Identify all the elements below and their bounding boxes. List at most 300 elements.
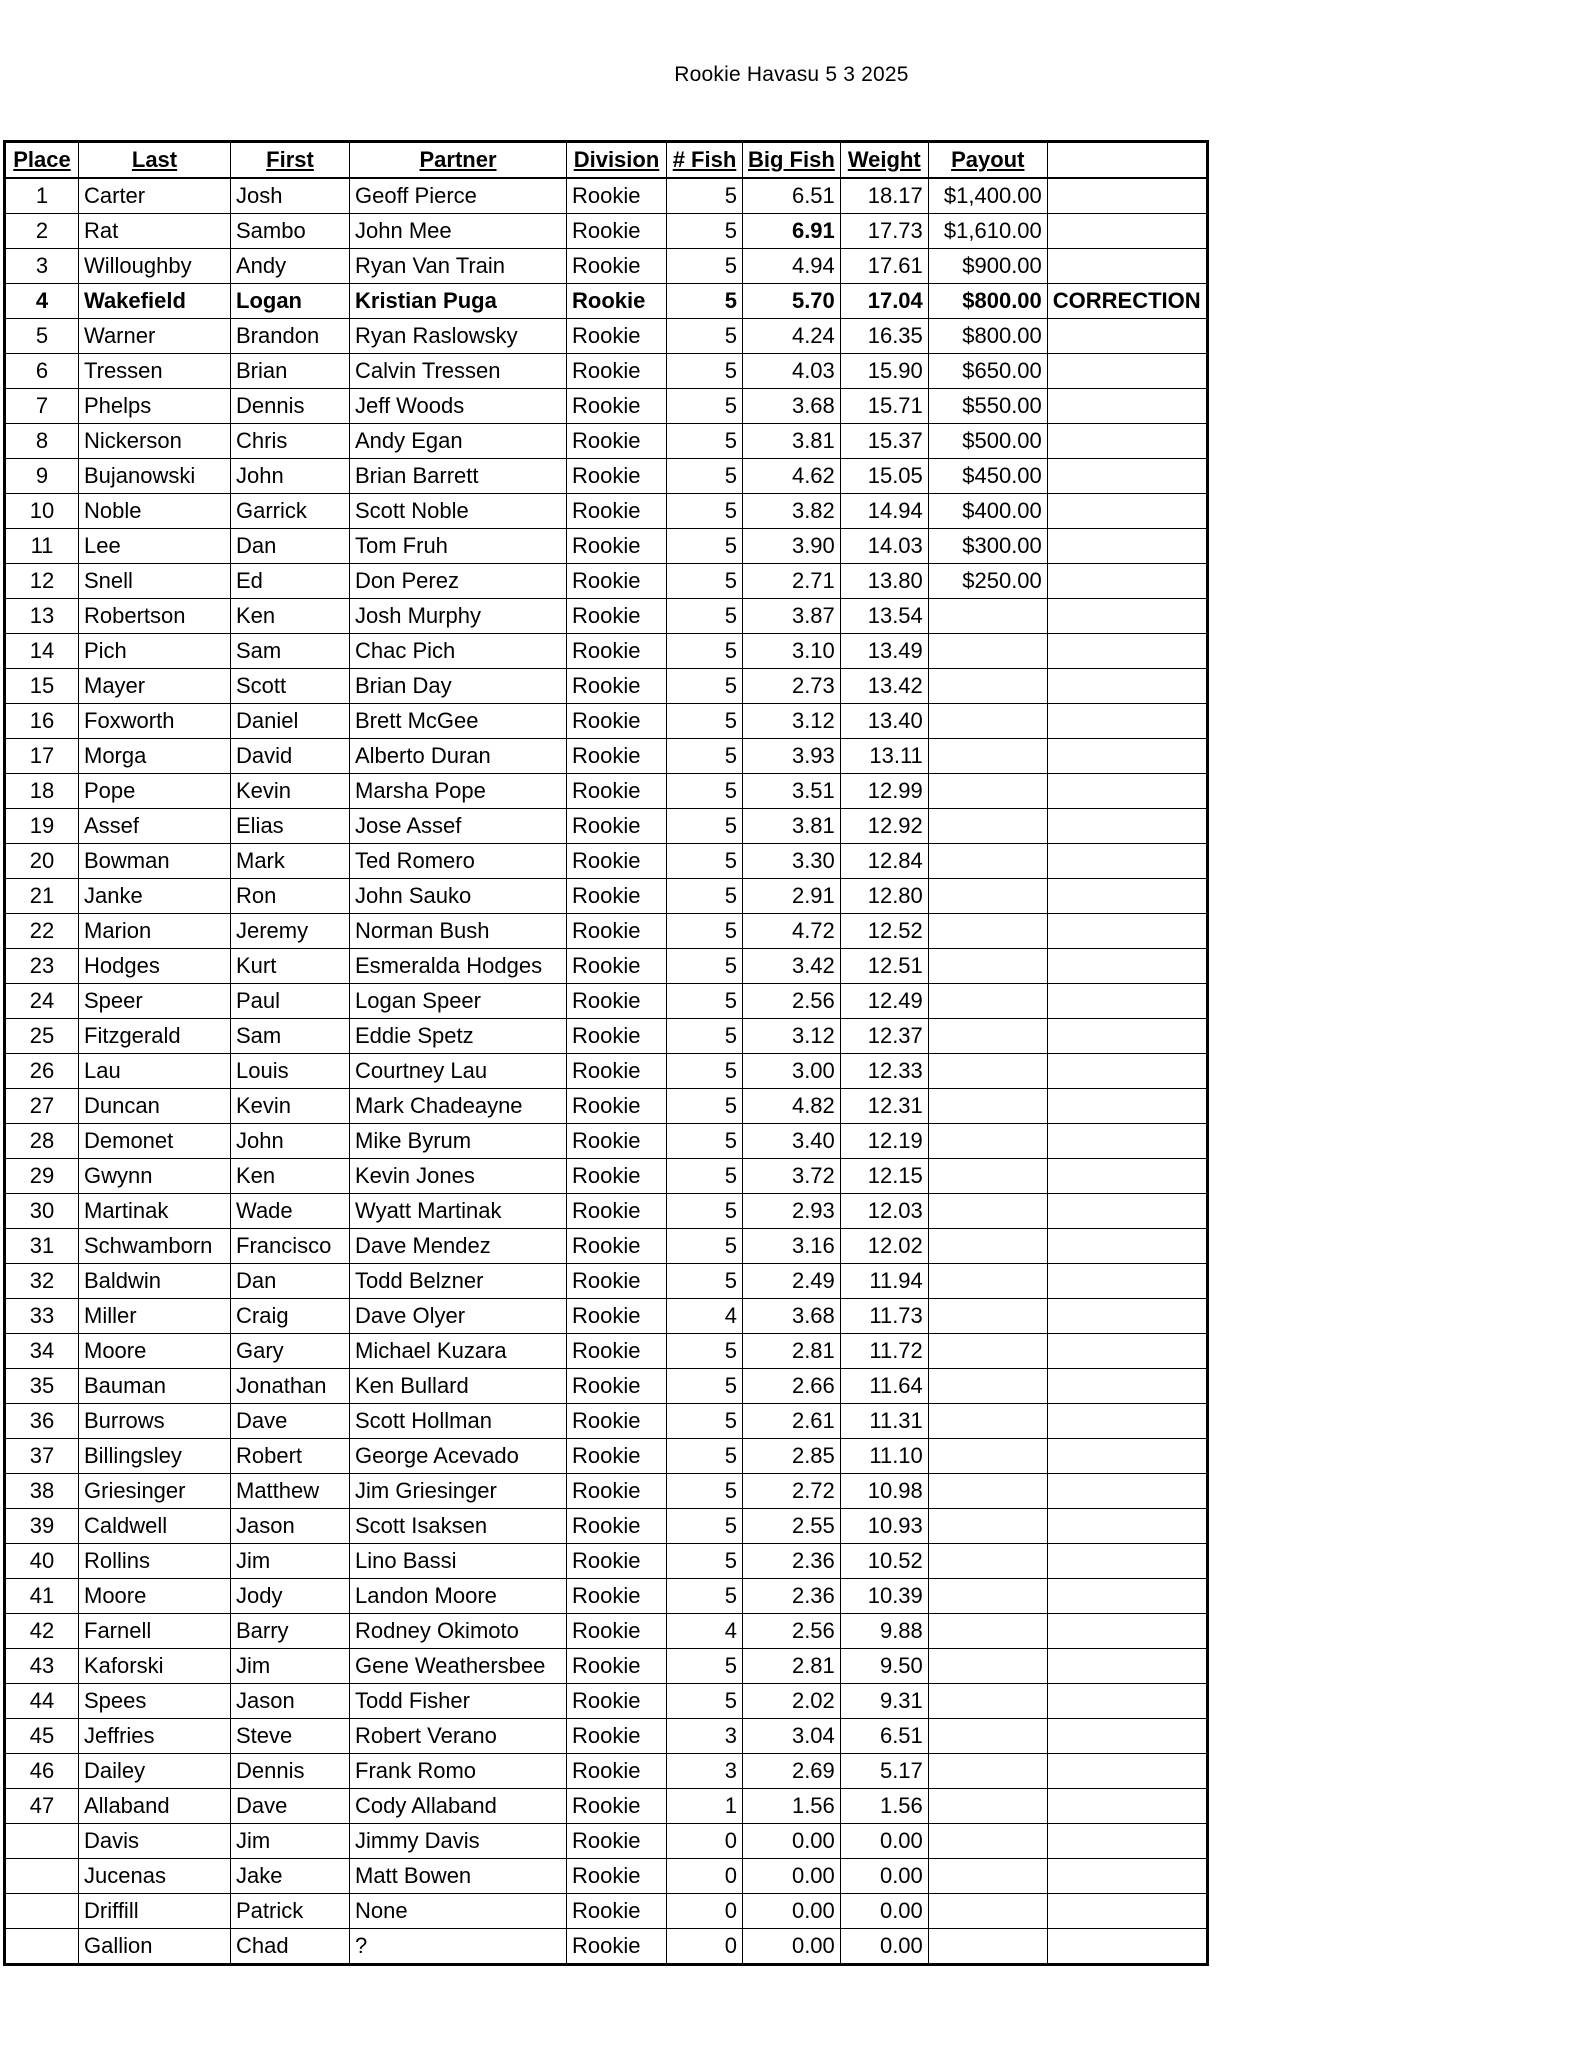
cell-big-fish: 3.81 xyxy=(743,809,841,844)
cell-weight: 12.31 xyxy=(840,1089,928,1124)
header-first: First xyxy=(231,142,350,179)
cell-note xyxy=(1047,1089,1207,1124)
header-place: Place xyxy=(5,142,79,179)
cell-partner: Todd Fisher xyxy=(350,1684,567,1719)
cell-division: Rookie xyxy=(567,459,667,494)
cell-division: Rookie xyxy=(567,1299,667,1334)
cell-partner: Cody Allaband xyxy=(350,1789,567,1824)
cell-division: Rookie xyxy=(567,424,667,459)
cell-fish: 5 xyxy=(667,1684,743,1719)
cell-place: 42 xyxy=(5,1614,79,1649)
cell-division: Rookie xyxy=(567,1649,667,1684)
cell-first: Dan xyxy=(231,1264,350,1299)
cell-weight: 5.17 xyxy=(840,1754,928,1789)
cell-weight: 15.37 xyxy=(840,424,928,459)
cell-note xyxy=(1047,1334,1207,1369)
cell-big-fish: 3.51 xyxy=(743,774,841,809)
cell-big-fish: 4.82 xyxy=(743,1089,841,1124)
cell-weight: 15.05 xyxy=(840,459,928,494)
cell-last: Hodges xyxy=(79,949,231,984)
cell-note xyxy=(1047,389,1207,424)
cell-weight: 14.94 xyxy=(840,494,928,529)
cell-fish: 5 xyxy=(667,949,743,984)
cell-division: Rookie xyxy=(567,389,667,424)
cell-payout xyxy=(928,1509,1047,1544)
cell-fish: 1 xyxy=(667,1789,743,1824)
cell-place: 31 xyxy=(5,1229,79,1264)
table-row xyxy=(5,424,1208,459)
cell-big-fish: 4.03 xyxy=(743,354,841,389)
cell-fish: 5 xyxy=(667,284,743,319)
cell-weight: 12.33 xyxy=(840,1054,928,1089)
cell-first: Jody xyxy=(231,1579,350,1614)
cell-division: Rookie xyxy=(567,1159,667,1194)
cell-first: Brian xyxy=(231,354,350,389)
cell-fish: 5 xyxy=(667,774,743,809)
cell-note xyxy=(1047,599,1207,634)
cell-division: Rookie xyxy=(567,529,667,564)
cell-weight: 18.17 xyxy=(840,178,928,214)
cell-partner: Courtney Lau xyxy=(350,1054,567,1089)
table-row xyxy=(5,1929,1208,1965)
cell-weight: 10.52 xyxy=(840,1544,928,1579)
cell-last: Lau xyxy=(79,1054,231,1089)
table-row xyxy=(5,949,1208,984)
cell-payout xyxy=(928,879,1047,914)
cell-weight: 11.72 xyxy=(840,1334,928,1369)
cell-place: 6 xyxy=(5,354,79,389)
cell-weight: 13.49 xyxy=(840,634,928,669)
cell-big-fish: 3.90 xyxy=(743,529,841,564)
cell-partner: Mark Chadeayne xyxy=(350,1089,567,1124)
cell-big-fish: 0.00 xyxy=(743,1894,841,1929)
cell-payout xyxy=(928,1159,1047,1194)
cell-last: Farnell xyxy=(79,1614,231,1649)
cell-first: Kevin xyxy=(231,1089,350,1124)
cell-place: 33 xyxy=(5,1299,79,1334)
cell-payout: $900.00 xyxy=(928,249,1047,284)
cell-payout xyxy=(928,1404,1047,1439)
cell-payout xyxy=(928,1894,1047,1929)
table-row xyxy=(5,529,1208,564)
cell-big-fish: 2.36 xyxy=(743,1579,841,1614)
cell-partner: Kristian Puga xyxy=(350,284,567,319)
cell-weight: 17.73 xyxy=(840,214,928,249)
cell-partner: ? xyxy=(350,1929,567,1965)
cell-place: 25 xyxy=(5,1019,79,1054)
cell-partner: Dave Mendez xyxy=(350,1229,567,1264)
table-row xyxy=(5,1089,1208,1124)
cell-place: 34 xyxy=(5,1334,79,1369)
cell-big-fish: 4.24 xyxy=(743,319,841,354)
cell-place: 45 xyxy=(5,1719,79,1754)
cell-first: Dennis xyxy=(231,1754,350,1789)
cell-payout xyxy=(928,1544,1047,1579)
table-row xyxy=(5,459,1208,494)
cell-partner: Kevin Jones xyxy=(350,1159,567,1194)
cell-division: Rookie xyxy=(567,1824,667,1859)
cell-payout xyxy=(928,1264,1047,1299)
cell-partner: George Acevado xyxy=(350,1439,567,1474)
cell-place: 43 xyxy=(5,1649,79,1684)
table-row xyxy=(5,214,1208,249)
cell-big-fish: 3.72 xyxy=(743,1159,841,1194)
cell-fish: 5 xyxy=(667,354,743,389)
cell-big-fish: 6.51 xyxy=(743,178,841,214)
cell-fish: 5 xyxy=(667,1194,743,1229)
cell-partner: Scott Hollman xyxy=(350,1404,567,1439)
cell-partner: Don Perez xyxy=(350,564,567,599)
cell-weight: 11.94 xyxy=(840,1264,928,1299)
table-row xyxy=(5,1229,1208,1264)
cell-payout xyxy=(928,1299,1047,1334)
cell-last: Foxworth xyxy=(79,704,231,739)
cell-partner: Scott Isaksen xyxy=(350,1509,567,1544)
cell-fish: 5 xyxy=(667,424,743,459)
cell-division: Rookie xyxy=(567,1719,667,1754)
cell-last: Willoughby xyxy=(79,249,231,284)
cell-partner: Brett McGee xyxy=(350,704,567,739)
cell-fish: 5 xyxy=(667,1439,743,1474)
cell-fish: 5 xyxy=(667,1509,743,1544)
cell-last: Davis xyxy=(79,1824,231,1859)
cell-big-fish: 0.00 xyxy=(743,1929,841,1965)
cell-note xyxy=(1047,634,1207,669)
cell-last: Pich xyxy=(79,634,231,669)
cell-fish: 5 xyxy=(667,178,743,214)
cell-division: Rookie xyxy=(567,1404,667,1439)
cell-first: Barry xyxy=(231,1614,350,1649)
cell-last: Carter xyxy=(79,178,231,214)
header-note xyxy=(1047,142,1207,179)
cell-fish: 5 xyxy=(667,214,743,249)
cell-weight: 12.15 xyxy=(840,1159,928,1194)
cell-big-fish: 4.94 xyxy=(743,249,841,284)
cell-big-fish: 2.81 xyxy=(743,1649,841,1684)
cell-division: Rookie xyxy=(567,669,667,704)
cell-fish: 5 xyxy=(667,669,743,704)
cell-fish: 5 xyxy=(667,1544,743,1579)
table-row xyxy=(5,1579,1208,1614)
cell-note xyxy=(1047,1859,1207,1894)
cell-weight: 12.02 xyxy=(840,1229,928,1264)
cell-last: Speer xyxy=(79,984,231,1019)
cell-fish: 5 xyxy=(667,634,743,669)
cell-first: Mark xyxy=(231,844,350,879)
cell-partner: Rodney Okimoto xyxy=(350,1614,567,1649)
cell-payout xyxy=(928,1684,1047,1719)
cell-division: Rookie xyxy=(567,284,667,319)
cell-note xyxy=(1047,1509,1207,1544)
cell-fish: 5 xyxy=(667,1474,743,1509)
cell-big-fish: 3.81 xyxy=(743,424,841,459)
table-row xyxy=(5,178,1208,214)
cell-place: 19 xyxy=(5,809,79,844)
cell-weight: 9.50 xyxy=(840,1649,928,1684)
cell-big-fish: 0.00 xyxy=(743,1824,841,1859)
table-row xyxy=(5,1509,1208,1544)
cell-big-fish: 2.91 xyxy=(743,879,841,914)
cell-fish: 3 xyxy=(667,1719,743,1754)
cell-partner: Calvin Tressen xyxy=(350,354,567,389)
cell-first: Ken xyxy=(231,1159,350,1194)
cell-division: Rookie xyxy=(567,494,667,529)
cell-division: Rookie xyxy=(567,914,667,949)
table-row xyxy=(5,1614,1208,1649)
cell-partner: Ryan Raslowsky xyxy=(350,319,567,354)
cell-payout xyxy=(928,1369,1047,1404)
cell-first: Chad xyxy=(231,1929,350,1965)
cell-partner: Ken Bullard xyxy=(350,1369,567,1404)
cell-partner: Matt Bowen xyxy=(350,1859,567,1894)
cell-note xyxy=(1047,1824,1207,1859)
cell-place: 26 xyxy=(5,1054,79,1089)
cell-last: Driffill xyxy=(79,1894,231,1929)
table-row xyxy=(5,494,1208,529)
cell-division: Rookie xyxy=(567,1264,667,1299)
cell-first: Scott xyxy=(231,669,350,704)
cell-place: 3 xyxy=(5,249,79,284)
cell-weight: 0.00 xyxy=(840,1894,928,1929)
cell-fish: 5 xyxy=(667,249,743,284)
cell-fish: 5 xyxy=(667,704,743,739)
cell-payout xyxy=(928,1754,1047,1789)
table-row xyxy=(5,1404,1208,1439)
cell-last: Caldwell xyxy=(79,1509,231,1544)
cell-payout: $450.00 xyxy=(928,459,1047,494)
cell-place: 41 xyxy=(5,1579,79,1614)
cell-fish: 5 xyxy=(667,1334,743,1369)
cell-fish: 4 xyxy=(667,1614,743,1649)
cell-last: Janke xyxy=(79,879,231,914)
cell-division: Rookie xyxy=(567,1789,667,1824)
cell-last: Bowman xyxy=(79,844,231,879)
cell-weight: 17.04 xyxy=(840,284,928,319)
cell-last: Martinak xyxy=(79,1194,231,1229)
cell-first: Patrick xyxy=(231,1894,350,1929)
cell-last: Tressen xyxy=(79,354,231,389)
cell-first: David xyxy=(231,739,350,774)
cell-partner: Brian Barrett xyxy=(350,459,567,494)
cell-big-fish: 2.93 xyxy=(743,1194,841,1229)
cell-payout xyxy=(928,669,1047,704)
cell-last: Jeffries xyxy=(79,1719,231,1754)
cell-last: Warner xyxy=(79,319,231,354)
cell-fish: 5 xyxy=(667,1089,743,1124)
cell-payout xyxy=(928,1824,1047,1859)
cell-weight: 10.93 xyxy=(840,1509,928,1544)
cell-big-fish: 3.40 xyxy=(743,1124,841,1159)
table-row xyxy=(5,1649,1208,1684)
cell-last: Morga xyxy=(79,739,231,774)
cell-payout xyxy=(928,1929,1047,1965)
table-row xyxy=(5,1719,1208,1754)
table-row xyxy=(5,1754,1208,1789)
cell-place: 12 xyxy=(5,564,79,599)
cell-big-fish: 3.42 xyxy=(743,949,841,984)
cell-partner: Josh Murphy xyxy=(350,599,567,634)
cell-partner: Jeff Woods xyxy=(350,389,567,424)
header-fish: # Fish xyxy=(667,142,743,179)
cell-first: Steve xyxy=(231,1719,350,1754)
cell-place: 30 xyxy=(5,1194,79,1229)
cell-big-fish: 0.00 xyxy=(743,1859,841,1894)
table-row xyxy=(5,1299,1208,1334)
cell-note xyxy=(1047,1754,1207,1789)
cell-payout xyxy=(928,809,1047,844)
cell-division: Rookie xyxy=(567,354,667,389)
cell-fish: 5 xyxy=(667,844,743,879)
cell-division: Rookie xyxy=(567,949,667,984)
cell-note xyxy=(1047,1369,1207,1404)
cell-note xyxy=(1047,984,1207,1019)
cell-first: Jim xyxy=(231,1649,350,1684)
cell-first: Kurt xyxy=(231,949,350,984)
cell-payout xyxy=(928,984,1047,1019)
cell-last: Moore xyxy=(79,1579,231,1614)
cell-fish: 5 xyxy=(667,1124,743,1159)
cell-partner: Marsha Pope xyxy=(350,774,567,809)
cell-place: 10 xyxy=(5,494,79,529)
cell-note xyxy=(1047,1789,1207,1824)
cell-note xyxy=(1047,1684,1207,1719)
header-partner: Partner xyxy=(350,142,567,179)
cell-big-fish: 3.12 xyxy=(743,1019,841,1054)
cell-partner: Logan Speer xyxy=(350,984,567,1019)
cell-partner: Michael Kuzara xyxy=(350,1334,567,1369)
cell-note xyxy=(1047,494,1207,529)
cell-big-fish: 1.56 xyxy=(743,1789,841,1824)
cell-first: Sambo xyxy=(231,214,350,249)
cell-first: Kevin xyxy=(231,774,350,809)
cell-place: 24 xyxy=(5,984,79,1019)
cell-place: 38 xyxy=(5,1474,79,1509)
cell-weight: 12.84 xyxy=(840,844,928,879)
cell-note xyxy=(1047,1054,1207,1089)
cell-place: 36 xyxy=(5,1404,79,1439)
cell-place: 39 xyxy=(5,1509,79,1544)
document-title: Rookie Havasu 5 3 2025 xyxy=(674,63,909,86)
cell-partner: Jimmy Davis xyxy=(350,1824,567,1859)
table-row xyxy=(5,1824,1208,1859)
cell-note xyxy=(1047,669,1207,704)
cell-partner: Wyatt Martinak xyxy=(350,1194,567,1229)
cell-weight: 17.61 xyxy=(840,249,928,284)
cell-partner: John Sauko xyxy=(350,879,567,914)
cell-last: Fitzgerald xyxy=(79,1019,231,1054)
cell-place: 15 xyxy=(5,669,79,704)
table-row xyxy=(5,284,1208,319)
cell-division: Rookie xyxy=(567,1194,667,1229)
cell-last: Spees xyxy=(79,1684,231,1719)
cell-first: Gary xyxy=(231,1334,350,1369)
cell-payout: $1,400.00 xyxy=(928,178,1047,214)
cell-division: Rookie xyxy=(567,1859,667,1894)
cell-note xyxy=(1047,529,1207,564)
cell-fish: 5 xyxy=(667,1159,743,1194)
cell-last: Rollins xyxy=(79,1544,231,1579)
cell-partner: Alberto Duran xyxy=(350,739,567,774)
cell-place: 28 xyxy=(5,1124,79,1159)
cell-division: Rookie xyxy=(567,1124,667,1159)
cell-weight: 12.52 xyxy=(840,914,928,949)
cell-note xyxy=(1047,879,1207,914)
cell-fish: 0 xyxy=(667,1859,743,1894)
cell-place: 21 xyxy=(5,879,79,914)
cell-division: Rookie xyxy=(567,214,667,249)
cell-payout xyxy=(928,599,1047,634)
cell-division: Rookie xyxy=(567,984,667,1019)
cell-last: Nickerson xyxy=(79,424,231,459)
cell-big-fish: 2.56 xyxy=(743,1614,841,1649)
cell-place: 37 xyxy=(5,1439,79,1474)
cell-first: Dennis xyxy=(231,389,350,424)
cell-place: 17 xyxy=(5,739,79,774)
cell-payout xyxy=(928,1334,1047,1369)
cell-first: Dave xyxy=(231,1404,350,1439)
table-row xyxy=(5,1159,1208,1194)
cell-weight: 12.80 xyxy=(840,879,928,914)
cell-last: Allaband xyxy=(79,1789,231,1824)
cell-last: Demonet xyxy=(79,1124,231,1159)
table-row xyxy=(5,739,1208,774)
cell-note xyxy=(1047,1404,1207,1439)
cell-place: 8 xyxy=(5,424,79,459)
cell-place: 13 xyxy=(5,599,79,634)
header-payout: Payout xyxy=(928,142,1047,179)
table-row xyxy=(5,389,1208,424)
cell-place: 44 xyxy=(5,1684,79,1719)
cell-note xyxy=(1047,354,1207,389)
cell-division: Rookie xyxy=(567,704,667,739)
cell-last: Griesinger xyxy=(79,1474,231,1509)
cell-partner: Lino Bassi xyxy=(350,1544,567,1579)
cell-first: Jeremy xyxy=(231,914,350,949)
table-row xyxy=(5,914,1208,949)
cell-first: Andy xyxy=(231,249,350,284)
cell-first: Elias xyxy=(231,809,350,844)
cell-note: CORRECTION xyxy=(1047,284,1207,319)
cell-note xyxy=(1047,249,1207,284)
cell-partner: Gene Weathersbee xyxy=(350,1649,567,1684)
cell-fish: 5 xyxy=(667,1054,743,1089)
cell-partner: Todd Belzner xyxy=(350,1264,567,1299)
cell-division: Rookie xyxy=(567,1019,667,1054)
cell-first: Sam xyxy=(231,634,350,669)
cell-partner: Mike Byrum xyxy=(350,1124,567,1159)
cell-payout: $250.00 xyxy=(928,564,1047,599)
table-row xyxy=(5,809,1208,844)
cell-division: Rookie xyxy=(567,1509,667,1544)
cell-big-fish: 2.72 xyxy=(743,1474,841,1509)
cell-place: 7 xyxy=(5,389,79,424)
cell-fish: 5 xyxy=(667,599,743,634)
cell-first: John xyxy=(231,1124,350,1159)
cell-division: Rookie xyxy=(567,774,667,809)
cell-note xyxy=(1047,774,1207,809)
cell-division: Rookie xyxy=(567,249,667,284)
cell-payout xyxy=(928,1789,1047,1824)
cell-place: 29 xyxy=(5,1159,79,1194)
cell-big-fish: 3.10 xyxy=(743,634,841,669)
cell-place xyxy=(5,1824,79,1859)
cell-place: 22 xyxy=(5,914,79,949)
cell-big-fish: 3.04 xyxy=(743,1719,841,1754)
table-row xyxy=(5,1894,1208,1929)
cell-fish: 0 xyxy=(667,1894,743,1929)
cell-place: 5 xyxy=(5,319,79,354)
cell-last: Marion xyxy=(79,914,231,949)
